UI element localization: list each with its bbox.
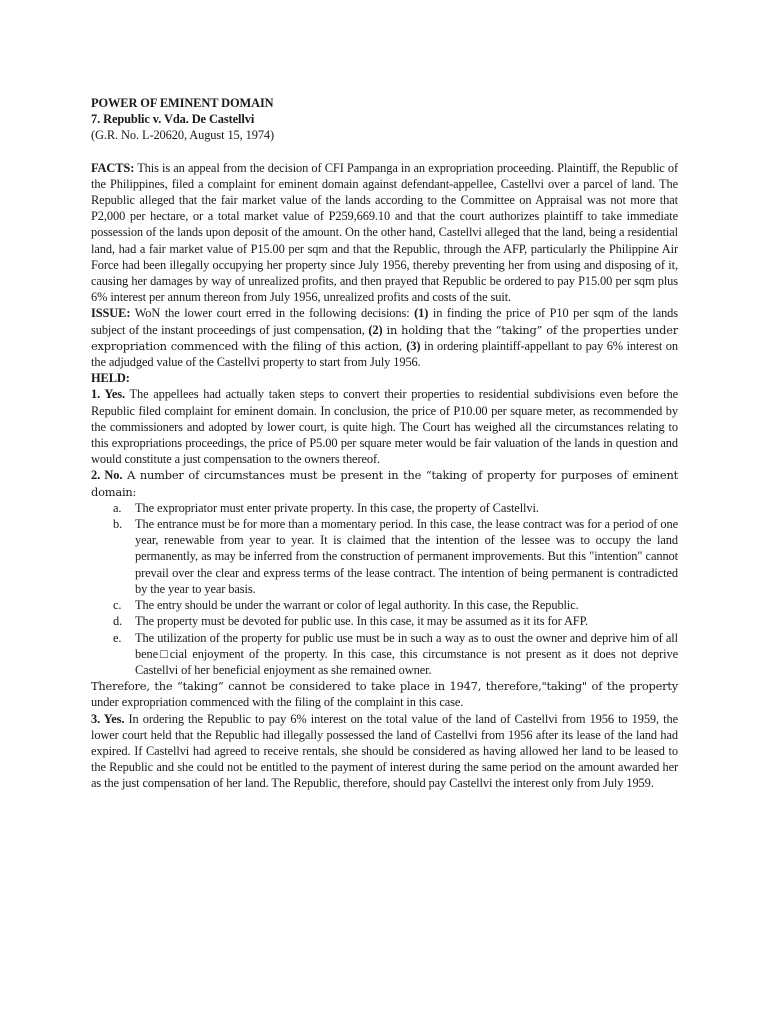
list-item-text: The entry should be under the warrant or color of legal authority. In this case, the Republic.	[135, 598, 579, 613]
case-title: 7. Republic v. Vda. De Castellvi	[91, 112, 255, 127]
list-marker: c.	[113, 598, 122, 613]
issue-text-4: in ordering plaintiff-appellant to pay 6% interest on the adjudged value of the Castellvi property to start from July 1956.	[91, 338, 678, 370]
list-marker: e.	[113, 630, 122, 645]
requirements-list	[91, 500, 678, 678]
held-one-text: The appellees had actually taken steps to convert their properties to residential subdivisions even before the Republic filed complaint for eminent domain. In conclusion, the price of P10.00 per square meter, as recommended by the commissioners and adopted by lower court, is quite high. The Court has weighed all the circumstances relating to this expropriations proceedings, the price of P5.00 per square meter would be fair valuation of the lands in question and would constitute a just compensation to the owners thereof.	[91, 387, 678, 467]
list-marker: d.	[113, 614, 123, 629]
held-two-conclusion-a: Therefore, the “taking” cannot be considered to take place in 1947, therefore,"taking" of the property	[91, 679, 678, 694]
issue-number-2: (2)	[368, 322, 383, 337]
held-label-text: HELD:	[91, 371, 130, 386]
held-two-paragraph	[91, 467, 678, 499]
document-title: POWER OF EMINENT DOMAIN	[91, 96, 274, 110]
list-item	[113, 516, 678, 597]
list-item-text: The utilization of the property for public use must be in such a way as to oust the owner and deprive him of all bene□cial enjoyment of the property. In this case, this circumstance is not present as it does not deprive Castellvi of her beneficial enjoyment as she remained owner.	[135, 630, 678, 677]
held-two-conclusion	[91, 678, 678, 710]
held-one-label: 1. Yes.	[91, 387, 125, 402]
facts-text: This is an appeal from the decision of CFI Pampanga in an expropriation proceeding. Plaintiff, the Republic of the Philippines, filed a complaint for eminent domain against defendant-appellee, Castellvi over a parcel of land. The Republic alleged that the fair market value of the lands according to the Committee on Appraisal was not more that P2,000 per hectare, or a total market value of P259,669.10 and that the court authorizes plaintiff to take immediate possession of the lands upon deposit of the amount. On the other hand, Castellvi alleged that the land, being a residential land, had a fair market value of P15.00 per sqm and that the Republic, through the AFP, particularly the Philippine Air Force had been illegally occupying her property since July 1956, thereby preventing her from using and disposing of it, causing her damages by way of unrealized profits, and then prayed that Republic be ordered to pay P15.00 per sqm plus 6% interest per annum thereon from July 1956, unrealized profits and costs of the suit.	[91, 160, 678, 305]
case-citation: (G.R. No. L-20620, August 15, 1974)	[91, 128, 275, 143]
list-item-text: The property must be devoted for public use. In this case, it may be assumed as it its for AFP.	[135, 614, 589, 629]
held-two-label: 2. No.	[91, 468, 123, 483]
issue-number-3: (3)	[406, 338, 421, 353]
spacer	[91, 144, 678, 160]
facts-paragraph	[91, 160, 678, 306]
issue-paragraph	[91, 305, 678, 370]
document-page	[91, 95, 678, 792]
held-three-text: In ordering the Republic to pay 6% interest on the total value of the land of Castellvi from 1956 to 1959, the lower court held that the Republic had illegally possessed the land of Castellvi from 1956 after its lease of the land had expired. If Castellvi had agreed to receive rentals, she should be considered as having allowed her land to be leased to the Republic and she could not be entitled to the payment of interest during the same period on the amount awarded her as the just compensation of her land. The Republic, therefore, should pay Castellvi the interest only from July 1959.	[91, 711, 678, 791]
held-two-conclusion-b: under expropriation commenced with the filing of the complaint in this case.	[91, 695, 464, 710]
list-item-text: The entrance must be for more than a momentary period. In this case, the lease contract was for a period of one year, renewable from year to year. It is claimed that the intention of the lessee was to occupy the land permanently, as may be inferred from the construction of permanent improvements. But this "intention" cannot prevail over the clear and express terms of the lease contract. The intention of being permanent is contradicted by the year to year basis.	[135, 517, 678, 596]
issue-text-2: in finding the price of P10 per sqm of the lands subject of the instant proceedings of just compensation,	[91, 306, 679, 337]
issue-text-3: in holding that the “taking” of the properties under expropriation commenced with the filing of this action,	[91, 322, 679, 353]
issue-label: ISSUE:	[91, 306, 131, 321]
list-item	[113, 630, 678, 679]
held-three-paragraph	[91, 711, 678, 792]
held-label	[91, 370, 678, 386]
list-item	[113, 597, 678, 613]
held-two-intro: A number of circumstances must be present in the “taking of property for purposes of eminent domain:	[91, 468, 678, 499]
issue-number-1: (1)	[414, 306, 429, 321]
held-three-label: 3. Yes.	[91, 711, 125, 726]
list-marker: a.	[113, 500, 122, 515]
facts-label: FACTS:	[91, 160, 135, 175]
issue-text-1: WoN the lower court erred in the following decisions:	[130, 306, 415, 321]
list-item	[113, 613, 678, 629]
list-marker: b.	[113, 517, 123, 532]
held-one-paragraph	[91, 386, 678, 467]
list-item-text: The expropriator must enter private property. In this case, the property of Castellvi.	[135, 500, 539, 515]
list-item	[113, 500, 678, 516]
